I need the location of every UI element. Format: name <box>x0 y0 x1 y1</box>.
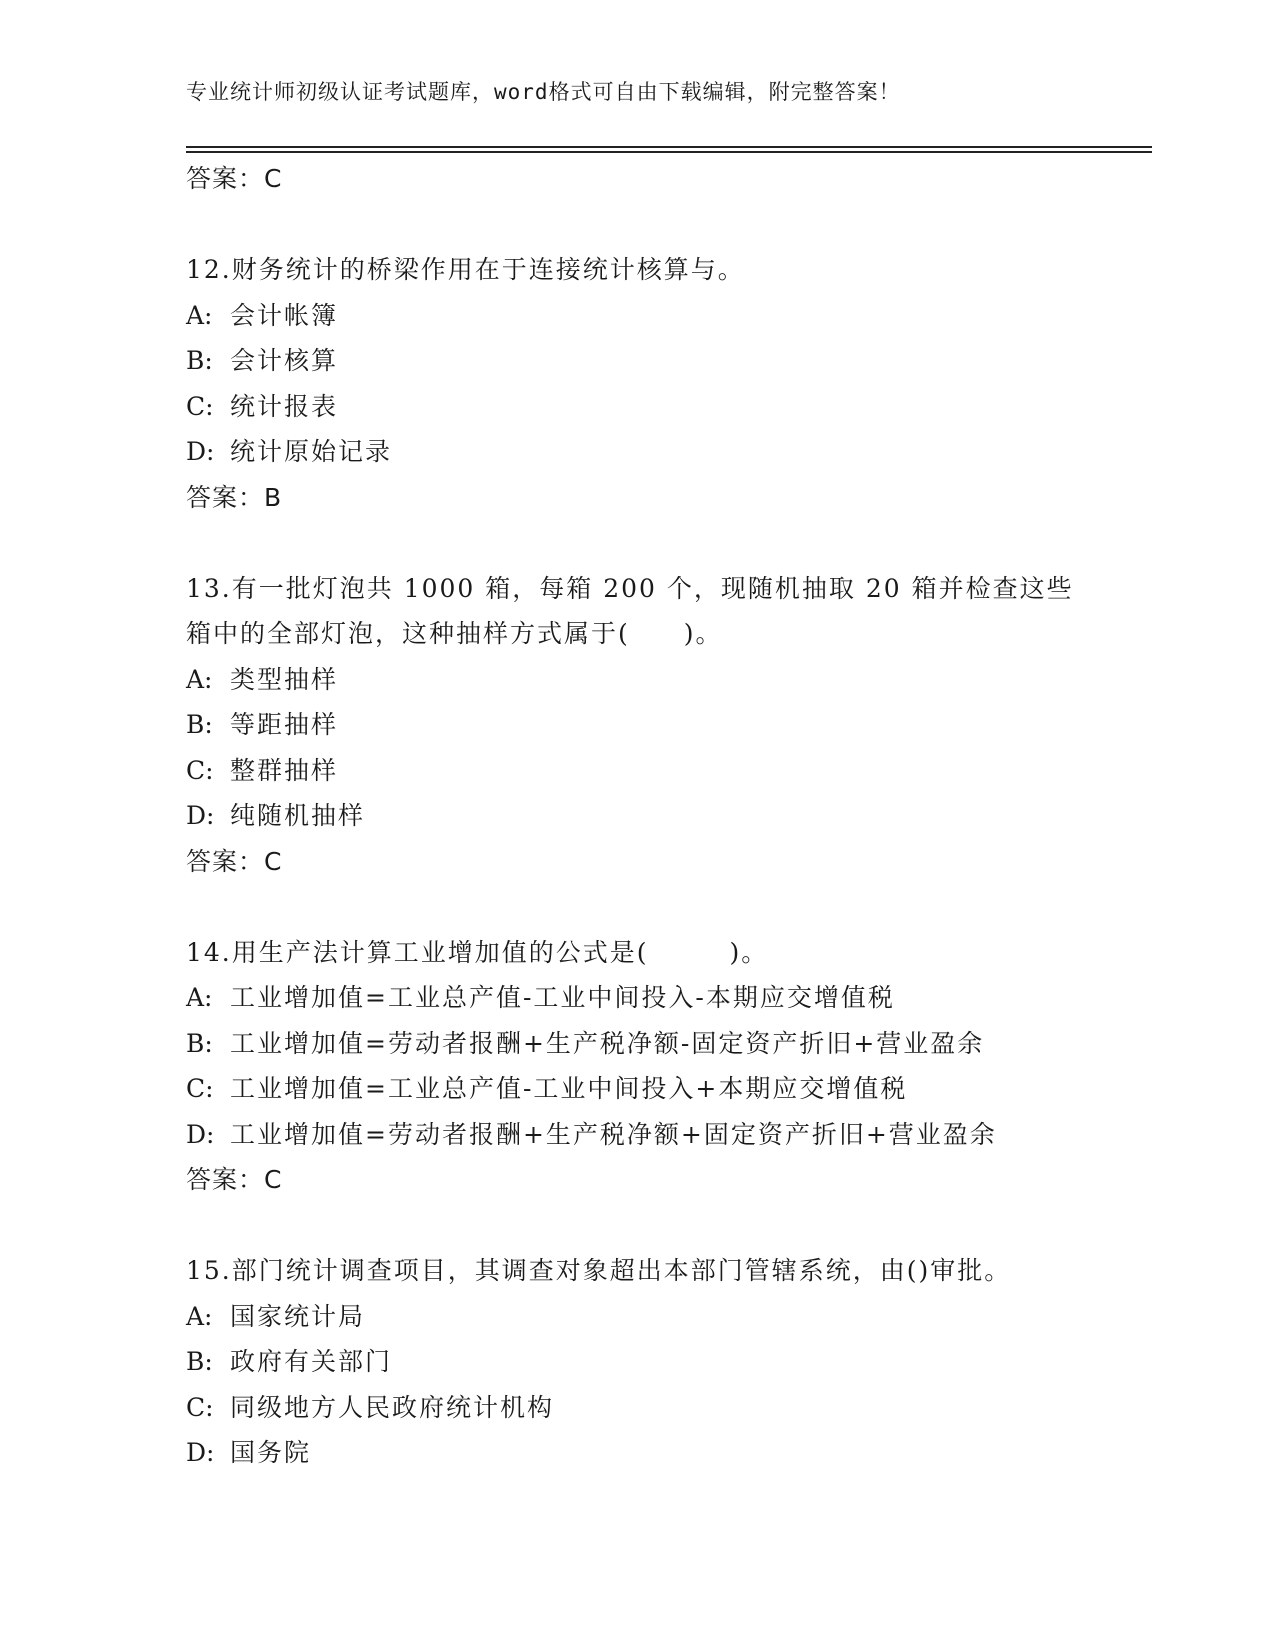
option-key: B: <box>186 1347 213 1376</box>
question-12 <box>186 247 1152 520</box>
option-text: 工业增加值=工业总产值-工业中间投入-本期应交增值税 <box>230 983 895 1012</box>
option-key: B: <box>186 346 213 375</box>
option-key: B: <box>186 710 213 739</box>
option-text: 统计报表 <box>230 391 339 421</box>
option-b <box>186 1021 1152 1067</box>
option-text: 纯随机抽样 <box>230 801 366 830</box>
option-text: 工业增加值=劳动者报酬+生产税净额-固定资产折旧+营业盈余 <box>230 1028 985 1058</box>
option-text: 等距抽样 <box>230 710 339 739</box>
answer-q11: 答案：C <box>186 164 283 193</box>
option-key: A: <box>186 664 213 694</box>
option-key: D: <box>186 801 215 830</box>
option-key: A: <box>186 983 213 1012</box>
option-a <box>186 1294 1152 1340</box>
header-rule-top <box>186 146 1152 148</box>
option-a <box>186 293 1152 339</box>
option-key: B: <box>186 1028 213 1058</box>
question-13 <box>186 566 1152 885</box>
option-key: D: <box>186 437 215 466</box>
option-c <box>186 384 1152 430</box>
question-14 <box>186 930 1152 1203</box>
question-stem-line-2: 箱中的全部灯泡，这种抽样方式属于( )。 <box>186 619 723 648</box>
option-text: 政府有关部门 <box>230 1347 393 1376</box>
option-key: C: <box>186 1392 214 1422</box>
option-text: 会计核算 <box>230 346 339 375</box>
option-key: A: <box>186 1301 213 1331</box>
document-body <box>186 156 1152 1476</box>
option-b <box>186 1339 1152 1385</box>
answer: 答案：C <box>186 846 283 876</box>
option-c <box>186 1385 1152 1431</box>
option-text: 工业增加值=劳动者报酬+生产税净额+固定资产折旧+营业盈余 <box>230 1119 997 1149</box>
option-text: 整群抽样 <box>230 755 339 785</box>
question-stem: 12.财务统计的桥梁作用在于连接统计核算与。 <box>186 255 745 284</box>
option-key: A: <box>186 300 213 330</box>
option-d <box>186 429 1152 475</box>
question-stem-line-1: 13.有一批灯泡共 1000 箱，每箱 200 个，现随机抽取 20 箱并检查这些 <box>186 573 1074 603</box>
option-b <box>186 702 1152 748</box>
question-15 <box>186 1248 1152 1476</box>
header-rule-bottom <box>186 151 1152 153</box>
option-key: C: <box>186 1074 214 1103</box>
option-key: C: <box>186 391 214 421</box>
option-text: 类型抽样 <box>230 664 339 694</box>
option-key: D: <box>186 1119 215 1149</box>
option-d <box>186 1112 1152 1158</box>
option-text: 会计帐簿 <box>230 300 339 330</box>
option-a <box>186 657 1152 703</box>
option-b <box>186 338 1152 384</box>
option-text: 同级地方人民政府统计机构 <box>230 1392 555 1422</box>
option-text: 统计原始记录 <box>230 437 393 466</box>
option-a <box>186 975 1152 1021</box>
answer: 答案：C <box>186 1165 283 1194</box>
question-stem: 14.用生产法计算工业增加值的公式是( )。 <box>186 937 769 967</box>
option-c <box>186 1066 1152 1112</box>
answer: 答案：B <box>186 482 283 512</box>
option-d <box>186 1430 1152 1476</box>
page-header: 专业统计师初级认证考试题库，word格式可自由下载编辑，附完整答案！ <box>186 80 901 104</box>
option-c <box>186 748 1152 794</box>
option-key: D: <box>186 1438 215 1467</box>
option-d <box>186 793 1152 839</box>
option-text: 国务院 <box>230 1438 312 1467</box>
option-text: 国家统计局 <box>230 1301 366 1331</box>
option-text: 工业增加值=工业总产值-工业中间投入+本期应交增值税 <box>230 1074 908 1103</box>
question-stem: 15.部门统计调查项目，其调查对象超出本部门管辖系统，由()审批。 <box>186 1256 1012 1285</box>
option-key: C: <box>186 755 214 785</box>
